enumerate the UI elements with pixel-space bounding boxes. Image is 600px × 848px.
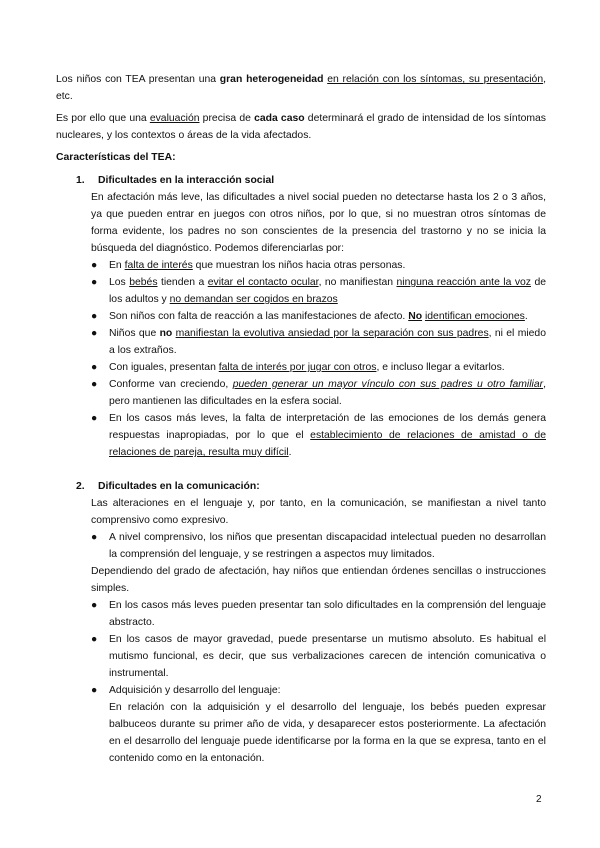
bullet-icon: ● — [91, 362, 98, 373]
list-item: ● En los casos de mayor gravedad, puede presentarse un mutismo absoluto. Es habitual el mutismo funcional, es decir, que sus verbalizaciones carecen de intención comunicativa o instrumental. — [91, 631, 546, 682]
list-item: ● Son niños con falta de reacción a las manifestaciones de afecto. No identifican emociones. — [91, 308, 546, 325]
section-2-title: Dificultades en la comunicación: — [98, 481, 260, 492]
list-item: ● A nivel comprensivo, los niños que presentan discapacidad intelectual pueden no desarrollan la comprensión del lenguaje, y se restringen a aspectos muy limitados. — [91, 529, 546, 563]
section-1-intro: En afectación más leve, las dificultades a nivel social pueden no detectarse hasta los 2 o 3 años, ya que pueden entrar en juegos con otros niños, por lo que, si no muestran otros síntomas de forma evidente, los padres no son conscientes de la presencia del trastorno y no se inicia la búsqueda del diagnóstico. Podemos diferenciarlas por: — [91, 192, 546, 254]
section-1-title-row — [56, 172, 546, 189]
list-item: ● En los casos más leves pueden presentar tan solo dificultades en la comprensión del lenguaje abstracto. — [91, 597, 546, 631]
section-2-language-paragraph: En relación con la adquisición y el desarrollo del lenguaje, los bebés pueden expresar balbuceos durante su primer año de vida, y desaparecer estos posteriormente. La afectación en el desarrollo del lenguaje puede identificarse por la forma en la que se expresa, tanto en el contenido como en la entonación. — [109, 702, 546, 764]
bullet-icon: ● — [91, 413, 98, 424]
page-number: 2 — [536, 794, 542, 805]
list-item: ● Conforme van creciendo, pueden generar un mayor vínculo con sus padres u otro familiar, pero mantienen las dificultades en la esfera social. — [91, 376, 546, 410]
section-2-mid-paragraph: Dependiendo del grado de afectación, hay niños que entiendan órdenes sencillas o instrucciones simples. — [91, 566, 546, 594]
list-item: ● Los bebés tienden a evitar el contacto ocular, no manifiestan ninguna reacción ante la voz de los adultos y no demandan ser cogidos en brazos — [91, 274, 546, 308]
list-item: ● En los casos más leves, la falta de interpretación de las emociones de los demás genera respuestas inapropiadas, por lo que el establecimiento de relaciones de amistad o de relaciones de pareja, resulta muy difícil. — [91, 410, 546, 461]
bullet-icon: ● — [91, 328, 98, 339]
bullet-icon: ● — [91, 685, 98, 696]
bullet-icon: ● — [91, 379, 98, 390]
intro-paragraph-1: Los niños con TEA presentan una gran heterogeneidad en relación con los síntomas, su presentación, etc. — [56, 74, 547, 102]
section-1-number: 1. — [76, 175, 85, 186]
section-1-title: Dificultades en la interacción social — [98, 175, 275, 186]
intro-paragraph-2: Es por ello que una evaluación precisa de cada caso determinará el grado de intensidad de los síntomas nucleares, y los contextos o áreas de la vida afectados. — [56, 113, 546, 141]
bullet-icon: ● — [91, 634, 98, 645]
bullet-icon: ● — [91, 532, 98, 543]
section-2-number: 2. — [76, 481, 85, 492]
bullet-icon: ● — [91, 600, 98, 611]
section-heading: Características del TEA: — [56, 152, 176, 163]
list-item: ● Adquisición y desarrollo del lenguaje: — [91, 682, 546, 699]
bullet-icon: ● — [91, 277, 98, 288]
list-item: ● En falta de interés que muestran los niños hacia otras personas. — [91, 257, 546, 274]
page-content — [56, 71, 546, 767]
bullet-icon: ● — [91, 260, 98, 271]
section-2-title-row — [56, 478, 546, 495]
list-item: ● Con iguales, presentan falta de interés por jugar con otros, e incluso llegar a evitarlos. — [91, 359, 546, 376]
list-item: ● Niños que no manifiestan la evolutiva ansiedad por la separación con sus padres, ni el miedo a los extraños. — [91, 325, 546, 359]
bullet-icon: ● — [91, 311, 98, 322]
section-2-intro: Las alteraciones en el lenguaje y, por tanto, en la comunicación, se manifiestan a nivel tanto comprensivo como expresivo. — [91, 498, 546, 526]
